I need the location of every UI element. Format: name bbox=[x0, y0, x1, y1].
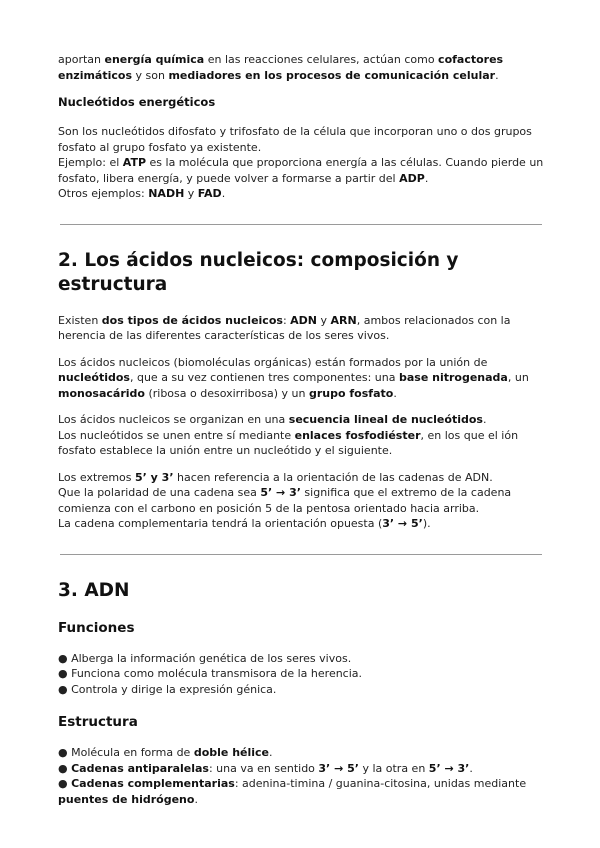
section-2-paragraph-2 bbox=[58, 355, 544, 402]
text: . bbox=[194, 792, 198, 806]
bold-term: grupo fosfato bbox=[309, 386, 394, 400]
bold-term: 3’ → 5’ bbox=[318, 761, 359, 775]
bold-term: secuencia lineal de nucleótidos bbox=[288, 413, 483, 426]
section-2-paragraph-4-line-1 bbox=[58, 470, 544, 486]
divider bbox=[60, 554, 542, 555]
subheading-nucleotidos-energeticos: Nucleótidos energéticos bbox=[58, 95, 216, 109]
energeticos-paragraph-3 bbox=[58, 186, 544, 202]
bold-term: dos tipos de ácidos nucleicos bbox=[101, 313, 283, 327]
funciones-list bbox=[58, 651, 544, 698]
bold-term: monosacárido bbox=[58, 386, 145, 400]
estructura-list bbox=[58, 745, 544, 807]
list-item bbox=[58, 761, 544, 777]
bold-term: enlaces fosfodiéster bbox=[294, 428, 421, 442]
text: hacen referencia a la orientación de las cadenas de ADN. bbox=[173, 470, 493, 484]
list-item: ● Controla y dirige la expresión génica. bbox=[58, 682, 277, 696]
funciones-heading: Funciones bbox=[58, 619, 135, 636]
text: , que a su vez contienen tres componentes: una bbox=[129, 371, 399, 384]
divider bbox=[60, 224, 542, 225]
list-item: ● Alberga la información genética de los seres vivos. bbox=[58, 651, 352, 665]
list-item bbox=[58, 776, 544, 807]
bold-term: Cadenas complementarias bbox=[71, 777, 235, 790]
section-3-heading: 3. ADN bbox=[58, 579, 130, 601]
bold-term: FAD bbox=[197, 187, 222, 200]
text: (ribosa o desoxirribosa) y un bbox=[144, 386, 309, 400]
estructura-heading: Estructura bbox=[58, 714, 138, 730]
text: ● bbox=[58, 761, 72, 775]
text: ● bbox=[58, 777, 72, 790]
bold-term: ADN bbox=[290, 313, 317, 327]
bold-term: ATP bbox=[122, 156, 147, 169]
text: Otros ejemplos: bbox=[58, 187, 149, 200]
energeticos-paragraph-2 bbox=[58, 155, 544, 186]
text: , ambos relacionados con la herencia de las diferentes características de los seres vivos. bbox=[58, 313, 511, 342]
text: es la molécula que proporciona energía a las células. Cuando pierde un fosfato, libera energía, y puede volver a formarse a partir del bbox=[58, 156, 544, 185]
text: en las reacciones celulares, actúan como bbox=[204, 53, 439, 66]
text: y bbox=[184, 187, 198, 200]
text: . bbox=[269, 746, 273, 759]
intro-paragraph bbox=[58, 52, 544, 83]
text: La cadena complementaria tendrá la orientación opuesta ( bbox=[58, 517, 383, 530]
energeticos-paragraph-1: Son los nucleótidos difosfato y trifosfato de la célula que incorporan uno o dos grupos fosfato al grupo fosfato ya existente. bbox=[58, 125, 532, 154]
bold-term: 5’ → 3’ bbox=[428, 761, 470, 775]
list-item bbox=[58, 745, 544, 761]
text: aportan bbox=[58, 53, 105, 66]
text: Que la polaridad de una cadena sea bbox=[58, 486, 261, 499]
section-2-heading: 2. Los ácidos nucleicos: composición y estructura bbox=[58, 249, 459, 295]
bold-term: NADH bbox=[148, 187, 185, 200]
text: : bbox=[282, 313, 291, 327]
bold-term: puentes de hidrógeno bbox=[58, 792, 195, 806]
bold-term: nucleótidos bbox=[58, 371, 130, 384]
text: ● Molécula en forma de bbox=[58, 746, 194, 759]
section-2-paragraph-4-line-2 bbox=[58, 485, 544, 516]
text: y bbox=[317, 313, 331, 327]
bold-term: doble hélice bbox=[193, 746, 270, 759]
text: Los ácidos nucleicos (biomoléculas orgánicas) están formados por la unión de bbox=[58, 355, 488, 369]
bold-term: energía química bbox=[104, 53, 205, 66]
bold-term: base nitrogenada bbox=[398, 371, 508, 384]
text: , en los que el ión fosfato establece la unión entre un nucleótido y el siguiente. bbox=[58, 428, 519, 457]
section-2-paragraph-3-line-2 bbox=[58, 428, 544, 459]
bold-term: Cadenas antiparalelas bbox=[71, 761, 209, 775]
bold-term: ARN bbox=[330, 313, 357, 327]
text: Los ácidos nucleicos se organizan en una bbox=[58, 413, 289, 426]
document-page bbox=[58, 52, 544, 807]
text: : adenina-timina / guanina-citosina, unidas mediante bbox=[234, 777, 527, 790]
text: y son bbox=[132, 68, 169, 82]
text: Los extremos bbox=[58, 470, 136, 484]
text: . bbox=[469, 761, 473, 775]
bold-term: 5’ y 3’ bbox=[135, 470, 174, 484]
bold-term: mediadores en los procesos de comunicación celular bbox=[168, 68, 496, 82]
text: : una va en sentido bbox=[208, 761, 319, 775]
section-2-paragraph-4-line-3 bbox=[58, 516, 544, 532]
text: Ejemplo: el bbox=[58, 156, 123, 169]
text: significa que el extremo de la cadena comienza con el carbono en posición 5 de la pentosa orientado hacia arriba. bbox=[58, 486, 512, 515]
text: . bbox=[495, 68, 499, 82]
section-2-paragraph-1 bbox=[58, 313, 544, 344]
text: . bbox=[424, 171, 429, 185]
text: Existen bbox=[58, 313, 102, 327]
bold-term: cofactores enzimáticos bbox=[58, 53, 504, 82]
text: Los nucleótidos se unen entre sí mediante bbox=[58, 428, 295, 442]
bold-term: 5’ → 3’ bbox=[260, 486, 301, 499]
text: . bbox=[482, 413, 487, 426]
section-2-paragraph-3-line-1 bbox=[58, 412, 544, 428]
text: . bbox=[393, 386, 397, 400]
text: , un bbox=[507, 371, 529, 384]
bold-term: ADP bbox=[399, 171, 425, 185]
text: ). bbox=[422, 517, 431, 530]
bold-term: 3’ → 5’ bbox=[382, 517, 423, 530]
list-item: ● Funciona como molécula transmisora de la herencia. bbox=[58, 667, 363, 680]
text: y la otra en bbox=[358, 761, 429, 775]
text: . bbox=[221, 187, 226, 200]
